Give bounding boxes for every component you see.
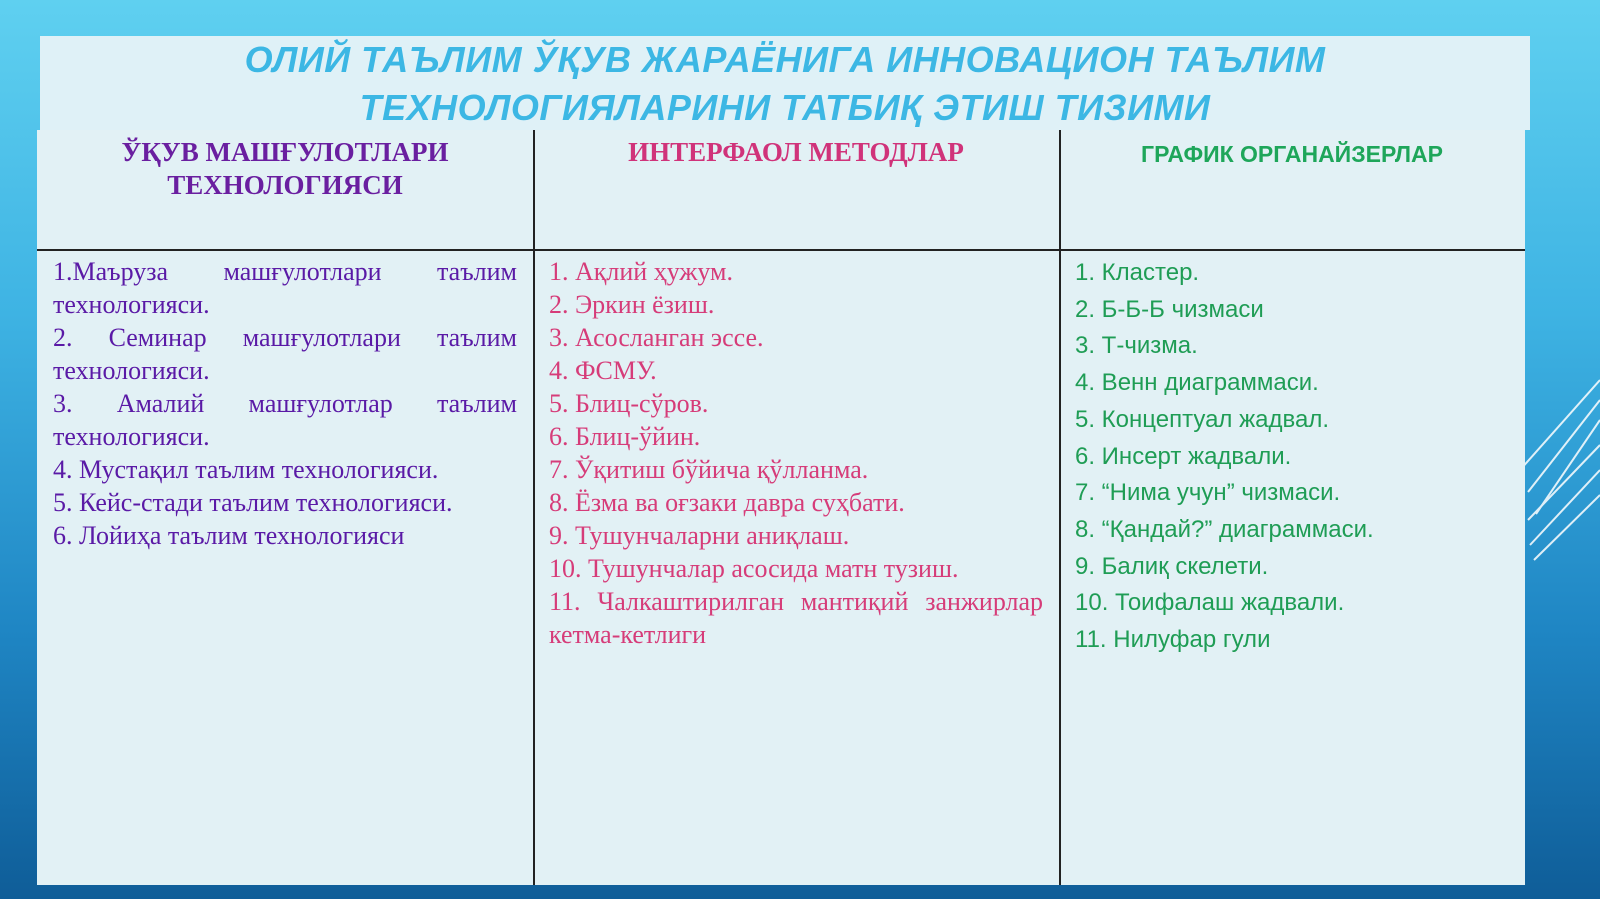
list-item: 4. Мустақил таълим технологияси. [53, 455, 439, 484]
list-item: 3. Амалий машғулотлар таълим технологияси. [53, 389, 517, 451]
list-item: 8. “Қандай?” диаграммаси. [1075, 515, 1374, 543]
column-graphic-organizers [1075, 255, 1515, 659]
list-item: 2. Эркин ёзиш. [549, 290, 715, 319]
column-header-line: ГРАФИК ОРГАНАЙЗЕРЛАР [1141, 141, 1443, 167]
list-item: 6. Лойиҳа таълим технологияси [53, 521, 405, 550]
list-item: 2. Семинар машғулотлари таълим технологияси. [53, 323, 517, 385]
column-header-line: ЎҚУВ МАШҒУЛОТЛАРИ [121, 137, 449, 167]
column-divider [533, 130, 535, 885]
list-item: 1. Ақлий ҳужум. [549, 257, 733, 286]
title-line-2: ТЕХНОЛОГИЯЛАРИНИ ТАТБИҚ ЭТИШ ТИЗИМИ [359, 87, 1211, 128]
list-item: 5. Блиц-сўров. [549, 389, 709, 418]
list-item: 11. Чалкаштирилган мантиқий занжирлар кетма-кетлиги [549, 587, 1043, 649]
column-divider [1059, 130, 1061, 885]
list-item: 6. Блиц-ўйин. [549, 422, 701, 451]
list-item: 10. Тоифалаш жадвали. [1075, 589, 1345, 617]
list-item: 3. Асосланган эссе. [549, 323, 764, 352]
list-item: 1.Маъруза машғулотлари таълим технологияси. [53, 257, 517, 319]
list-item: 5. Концептуал жадвал. [1075, 405, 1330, 433]
column-header-line: ИНТЕРФАОЛ МЕТОДЛАР [628, 137, 964, 167]
list-item: 3. Т-чизма. [1075, 332, 1198, 360]
list-item: 4. Венн диаграммаси. [1075, 369, 1319, 397]
column-interactive-methods [549, 255, 1043, 651]
list-item: 10. Тушунчалар асосида матн тузиш. [549, 554, 959, 583]
list-item: 4. ФСМУ. [549, 356, 657, 385]
slide-title [40, 36, 1530, 130]
list-item: 7. “Нима учун” чизмаси. [1075, 479, 1341, 507]
list-item: 9. Тушунчаларни аниқлаш. [549, 521, 850, 550]
title-line-1: ОЛИЙ ТАЪЛИМ ЎҚУВ ЖАРАЁНИГА ИННОВАЦИОН ТАЪЛИМ [244, 39, 1326, 80]
column-header-line: ТЕХНОЛОГИЯСИ [167, 170, 403, 200]
column-study-technology [53, 255, 517, 552]
list-item: 2. Б-Б-Б чизмаси [1075, 295, 1264, 323]
list-item: 9. Балиқ скелети. [1075, 552, 1269, 580]
list-item: 1. Кластер. [1075, 259, 1200, 286]
column-header-study-technology [37, 136, 533, 202]
methods-table [37, 130, 1525, 885]
column-header-graphic-organizers [1059, 138, 1525, 171]
list-item: 11. Нилуфар гули [1075, 626, 1271, 654]
header-divider [37, 249, 1525, 251]
list-item: 5. Кейс-стади таълим технологияси. [53, 488, 453, 517]
list-item: 6. Инсерт жадвали. [1075, 442, 1292, 470]
list-item: 8. Ёзма ва оғзаки давра суҳбати. [549, 488, 905, 517]
column-header-interactive-methods [533, 136, 1059, 169]
list-item: 7. Ўқитиш бўйича қўлланма. [549, 455, 869, 484]
